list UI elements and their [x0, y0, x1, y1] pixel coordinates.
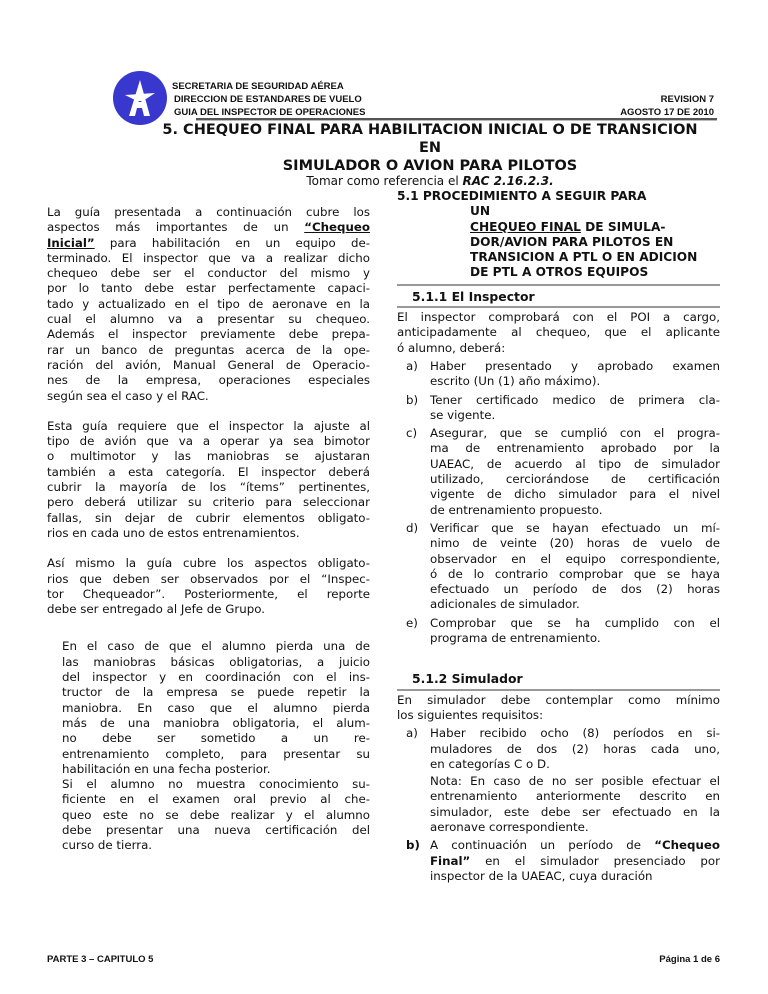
- list-letter: d): [406, 520, 419, 535]
- text-line: maniobra. En caso que el alumno pierda: [62, 700, 370, 715]
- list-letter: a): [406, 726, 418, 741]
- text-line: Así mismo la guía cubre los aspectos obligato-: [47, 556, 370, 571]
- paragraph: [397, 310, 720, 356]
- text-line: rios en cada uno de estos entrenamientos.: [47, 525, 300, 540]
- header-line: DIRECCION DE ESTANDARES DE VUELO: [174, 94, 362, 105]
- text-line: tado y actualizado en el tipo de aeronave en la: [47, 296, 370, 311]
- list-item: [397, 521, 720, 613]
- text-line: nimo de veinte (20) horas de vuelo de: [430, 536, 720, 551]
- text-line: vigente de dicho simulador para el nivel: [430, 487, 720, 502]
- text-line: Tener certificado medico de primera cla-: [430, 392, 720, 407]
- text-line: [397, 220, 720, 235]
- text-segment: “Chequeo: [654, 838, 720, 853]
- list-letter: b): [406, 838, 420, 853]
- list-item-text: [430, 521, 720, 613]
- text-line: cual el alumno va a presentar su chequeo.: [47, 312, 370, 327]
- text-line: efectuado un período de dos (2) horas: [430, 582, 720, 597]
- text-line: los siguientes requisitos:: [397, 707, 544, 722]
- text-line: se vigente.: [430, 407, 496, 422]
- reference-prefix: Tomar como referencia el: [306, 174, 463, 188]
- list-item: [397, 426, 720, 518]
- text-line: Esta guía requiere que el inspector la ajuste al: [47, 418, 370, 433]
- page-title: [140, 121, 720, 175]
- section-heading-5-1: [397, 189, 720, 281]
- text-line: La guía presentada a continuación cubre los: [47, 205, 370, 219]
- right-column: [397, 189, 720, 884]
- title-line: 5. CHEQUEO FINAL PARA HABILITACION INICIAL O DE TRANSICION: [162, 122, 698, 138]
- text-line: en categorías C o D.: [430, 756, 550, 771]
- list-item-text: [430, 359, 720, 390]
- text-line: curso de tierra.: [62, 838, 153, 853]
- text-line: tructor de la empresa se puede repetir la: [62, 685, 370, 700]
- text-line: pero deberá utilizar su criterio para seleccionar: [47, 495, 370, 510]
- text-line: Si el alumno no muestra conocimiento su-: [62, 777, 370, 792]
- text-line: TRANSICION A PTL O EN ADICION: [470, 250, 698, 265]
- text-line: cubrir la mayoría de los “ítems” pertinentes,: [47, 480, 370, 495]
- list-item: [397, 359, 720, 390]
- section-heading-5-1-1: 5.1.1 El Inspector: [397, 284, 720, 308]
- text-line: ó alumno, deberá:: [397, 340, 506, 355]
- text-line: entrenamiento completo, para presentar su: [62, 746, 370, 761]
- list-item: [397, 393, 720, 424]
- text-line: Haber recibido ocho (8) períodos en si-: [430, 726, 720, 741]
- text-line: ó de lo contrario comprobar que se haya: [430, 566, 720, 581]
- list-item: [397, 616, 720, 647]
- text-line: muladores de dos (2) horas cada uno,: [430, 741, 720, 756]
- list-item: [397, 726, 720, 772]
- text-line: ficiente en el examen oral previo al che-: [62, 792, 370, 807]
- text-line: debe presentar una nueva certificación del: [62, 822, 370, 837]
- list-item-text: [430, 616, 720, 647]
- indented-paragraph: [62, 777, 370, 853]
- text-line: [430, 854, 720, 869]
- text-segment: Final”: [430, 853, 471, 868]
- text-line: de entrenamiento propuesto.: [430, 502, 603, 517]
- text-line: Además el inspector previamente debe prepa-: [47, 327, 370, 342]
- text-line: programa de entrenamiento.: [430, 631, 601, 646]
- text-line: DOR/AVION PARA PILOTOS EN: [470, 234, 674, 249]
- text-line: [430, 838, 720, 853]
- header-line: GUIA DEL INSPECTOR DE OPERACIONES: [174, 107, 366, 118]
- text-line: entrenamiento anteriormente descrito en: [430, 789, 720, 804]
- header-line: SECRETARIA DE SEGURIDAD AÉREA: [172, 81, 344, 92]
- list-letter: a): [406, 358, 418, 373]
- text-line: aeronave correspondiente.: [430, 819, 589, 834]
- footer-chapter: PARTE 3 – CAPITULO 5: [47, 954, 154, 965]
- text-segment: A continuación un período de: [430, 838, 655, 853]
- list-letter: b): [406, 392, 419, 407]
- text-line: Nota: En caso de no ser posible efectuar el: [430, 774, 720, 789]
- text-line: más de una maniobra obligatoria, el alum-: [62, 715, 370, 730]
- text-segment: Inicial”: [47, 235, 95, 250]
- list-item-text: [430, 393, 720, 424]
- text-line: Haber presentado y aprobado examen: [430, 358, 720, 373]
- reference-line: [140, 174, 720, 189]
- indented-paragraph: [62, 639, 370, 777]
- text-line: simulador, este debe ser efectuado en la: [430, 804, 720, 819]
- text-line: adicionales de simulador.: [430, 597, 580, 612]
- list-letter: c): [406, 426, 418, 441]
- logo-star-a-icon: [113, 71, 167, 125]
- text-line: Comprobar que se ha cumplido con el: [430, 615, 720, 630]
- text-line: o multimotor y las maniobras se ajustaran: [47, 449, 370, 464]
- uaeac-logo: [113, 71, 167, 125]
- text-segment: para habilitación en un equipo de-: [94, 235, 370, 250]
- text-line: tor Chequeador”. Posteriormente, el reporte: [47, 586, 370, 601]
- section-heading-5-1-2: 5.1.2 Simulador: [397, 668, 720, 690]
- text-line: El inspector comprobará con el POI a cargo,: [397, 310, 720, 325]
- text-line: Asegurar, que se cumplió con el progra-: [430, 426, 720, 441]
- text-segment: DE SIMULA-: [580, 219, 666, 234]
- title-line: SIMULADOR O AVION PARA PILOTOS: [282, 158, 578, 174]
- heading-line: 5.1 PROCEDIMIENTO A SEGUIR PARA: [397, 189, 647, 203]
- text-line: UAEAC, de acuerdo al tipo de simulador: [430, 456, 720, 471]
- text-line: Verificar que se hayan efectuado un mí-: [430, 520, 720, 535]
- text-line: ración del avión, Manual General de Operacio-: [47, 357, 370, 372]
- revision-date: AGOSTO 17 DE 2010: [620, 107, 714, 118]
- list-item-text: [430, 726, 720, 772]
- left-column: [47, 205, 370, 854]
- revision-label: REVISION 7: [660, 94, 714, 105]
- text-line: tipo de avión que va a operar ya sea bimotor: [47, 434, 370, 449]
- text-line: del inspector y en coordinación con el ins-: [62, 670, 370, 685]
- text-segment: CHEQUEO FINAL: [470, 219, 581, 234]
- text-line: ma de entrenamiento aprobado por la: [430, 441, 720, 456]
- text-line: las maniobras básicas obligatorias, a juicio: [62, 654, 370, 669]
- footer-page-number: Página 1 de 6: [659, 954, 720, 965]
- text-line: rar un banco de preguntas acerca de la ope-: [47, 342, 370, 357]
- text-segment: en el simulador presenciado por: [470, 853, 720, 868]
- note-paragraph: [430, 774, 720, 835]
- text-line: En el caso de que el alumno pierda una de: [62, 639, 370, 654]
- header-organization: [172, 80, 365, 119]
- text-line: rios que deben ser observados por el “Inspec-: [47, 571, 370, 586]
- list-letter: e): [406, 615, 418, 630]
- text-line: anticipadamente al chequeo, que el aplicante: [397, 325, 720, 340]
- text-segment: “Chequeo: [304, 220, 370, 235]
- paragraph: [47, 556, 370, 617]
- text-line: inspector de la UAEAC, cuya duración: [430, 868, 653, 883]
- text-segment: aspectos más importantes de un: [47, 220, 305, 235]
- list-item-text: [430, 426, 720, 518]
- text-line: chequeo debe ser el conductor del mismo y: [47, 266, 370, 281]
- text-line: no debe ser sometido a un re-: [62, 731, 370, 746]
- reference-rac: RAC 2.16.2.3.: [462, 174, 554, 188]
- text-line: nes de la empresa, operaciones especiales: [47, 373, 370, 388]
- paragraph: [397, 693, 720, 724]
- text-line: observador en el equipo correspondiente,: [430, 551, 720, 566]
- paragraph: [47, 419, 370, 541]
- text-line: según sea el caso y el RAC.: [47, 388, 209, 403]
- text-line: DE PTL A OTROS EQUIPOS: [470, 265, 649, 280]
- text-line: [47, 220, 370, 235]
- text-line: también a esta categoría. El inspector deberá: [47, 464, 370, 479]
- text-line: debe ser entregado al Jefe de Grupo.: [47, 602, 265, 617]
- list-item-text: [430, 838, 720, 884]
- text-line: UN: [470, 204, 491, 219]
- title-line: EN: [418, 140, 442, 156]
- text-line: escrito (Un (1) año máximo).: [430, 374, 601, 389]
- text-line: terminado. El inspector que va a realizar dicho: [47, 250, 370, 265]
- text-line: queo este no se debe realizar y el alumno: [62, 807, 370, 822]
- text-line: utilizado, cerciorándose de certificación: [430, 472, 720, 487]
- text-line: habilitación en una fecha posterior.: [62, 761, 271, 776]
- text-line: En simulador debe contemplar como mínimo: [397, 692, 720, 707]
- header-revision: [620, 93, 714, 119]
- text-line: fallas, sin dejar de cubrir elementos obligato-: [47, 510, 370, 525]
- paragraph: [47, 205, 370, 404]
- text-line: por lo tanto debe estar perfectamente capaci-: [47, 281, 370, 296]
- list-item: [397, 838, 720, 884]
- text-line: [47, 236, 370, 251]
